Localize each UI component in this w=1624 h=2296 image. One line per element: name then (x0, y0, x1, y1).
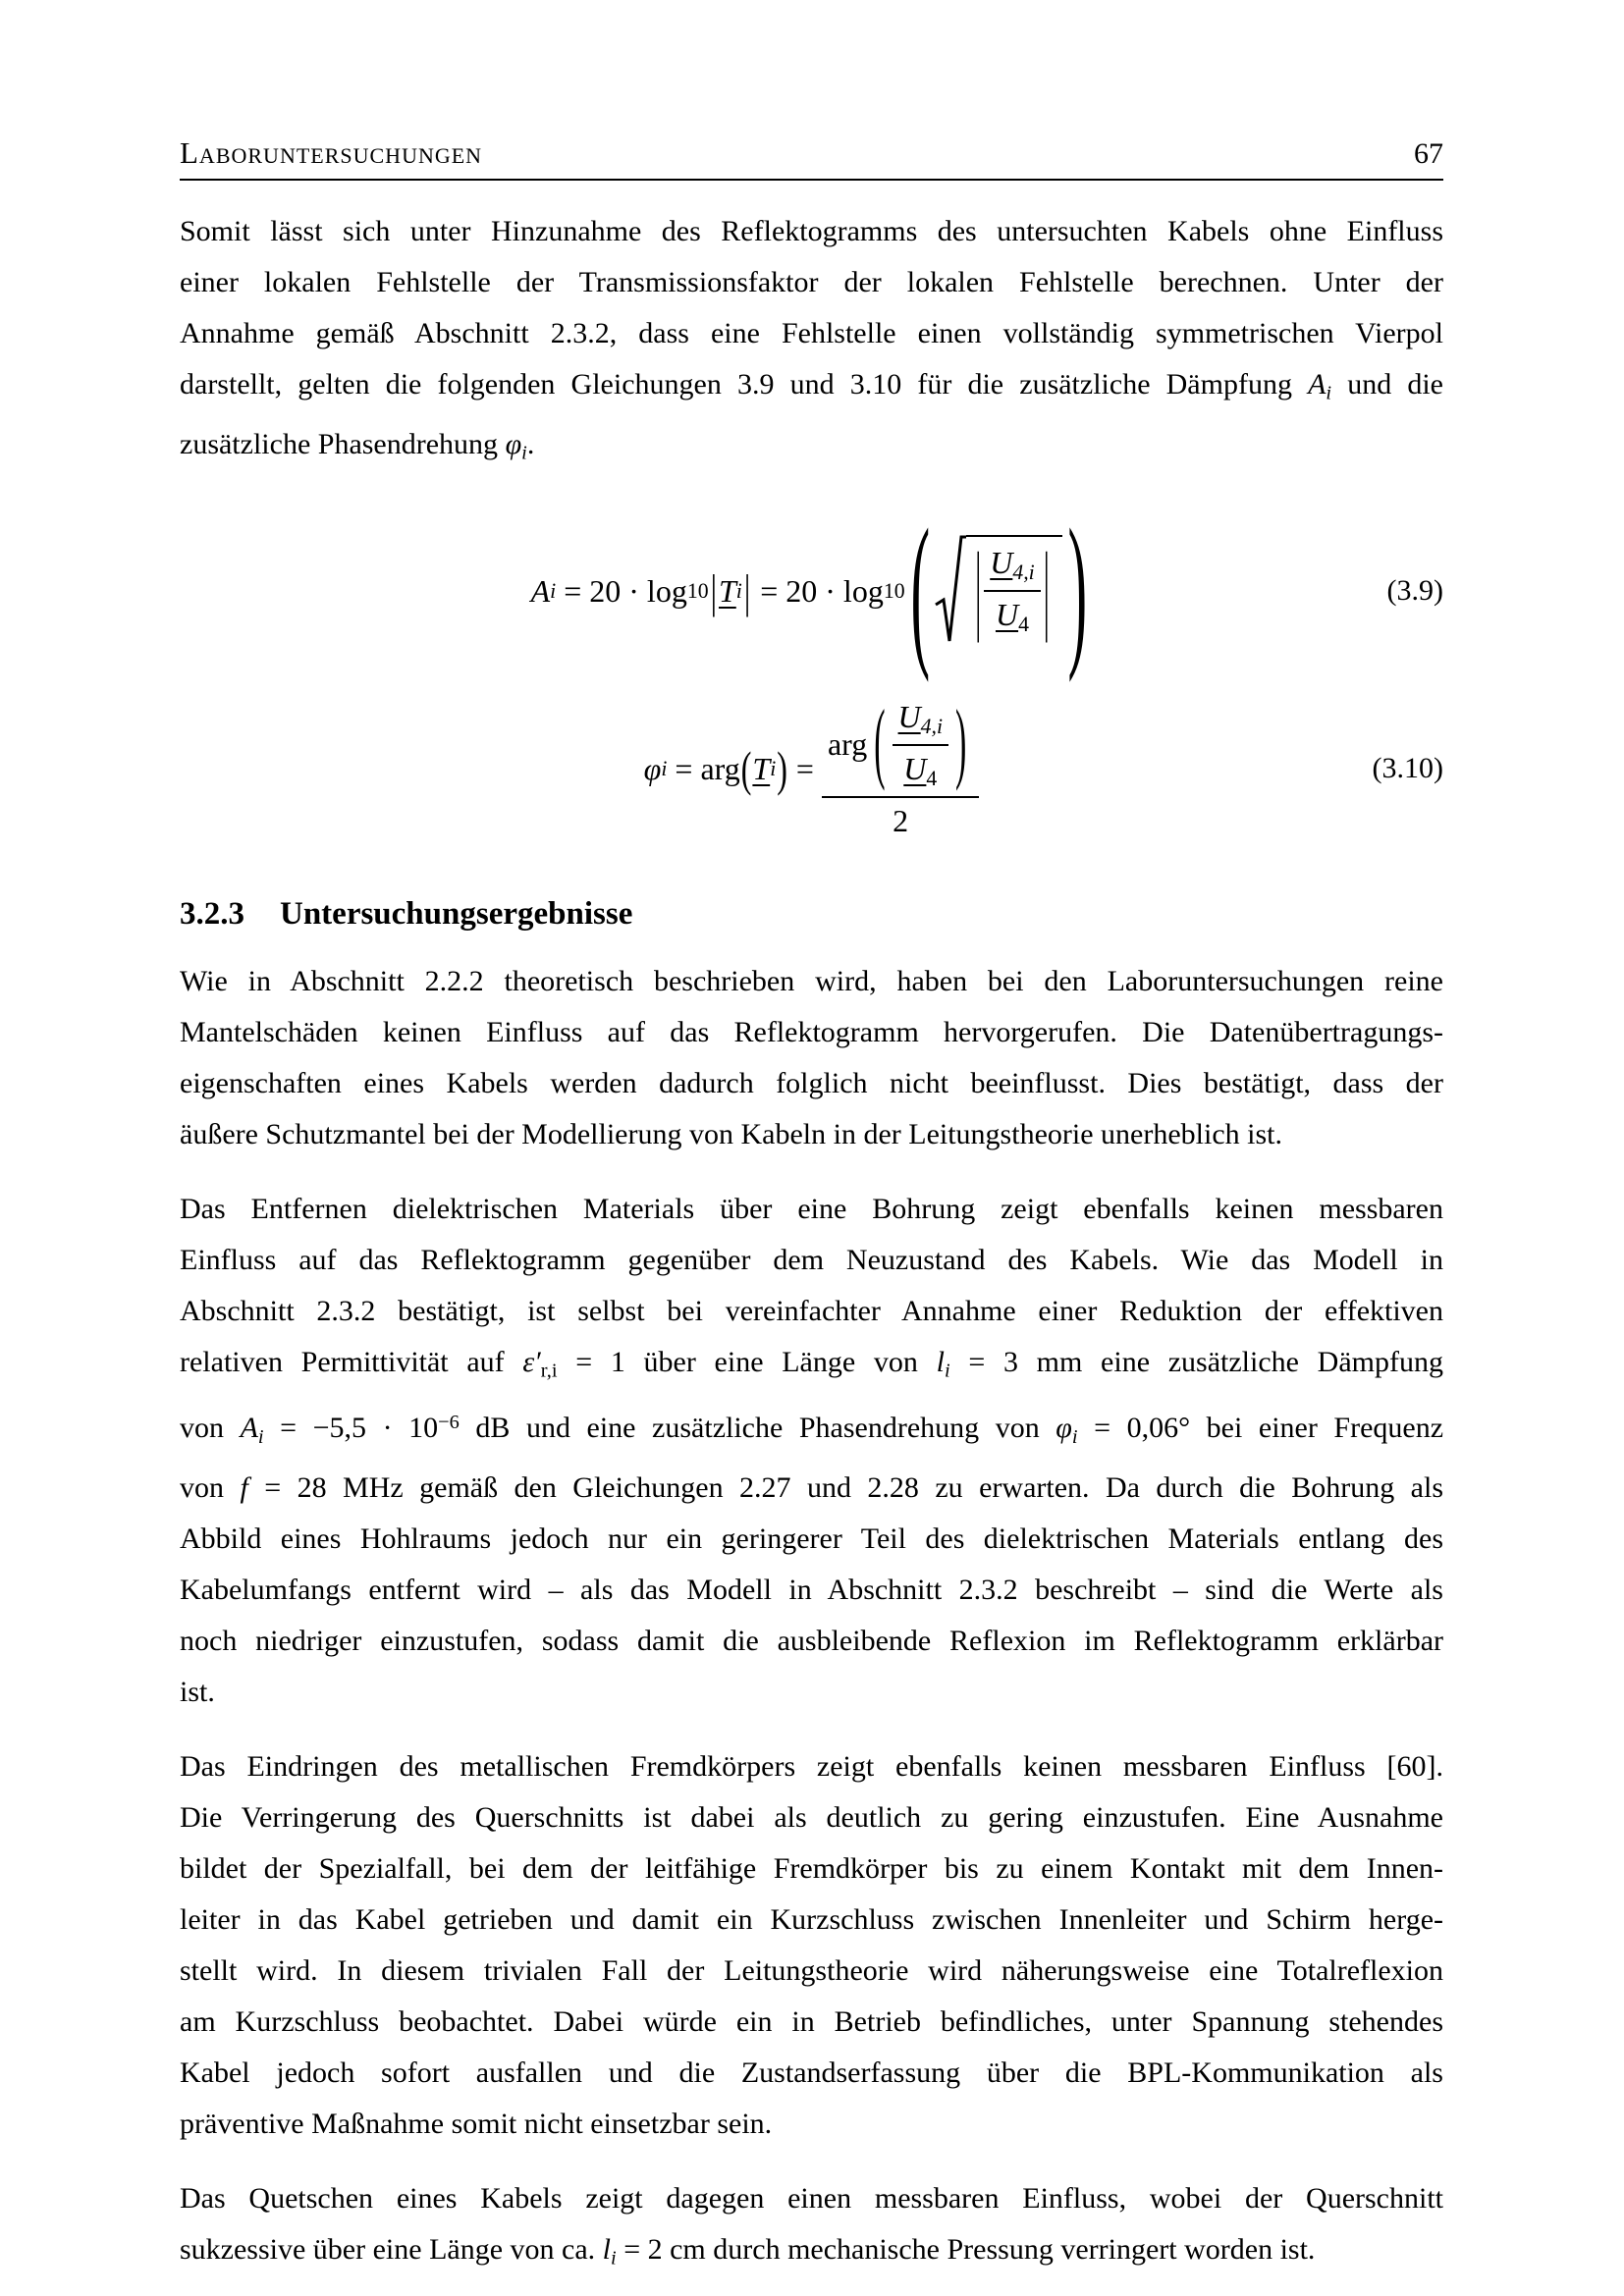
text-line (180, 1895, 1443, 1946)
text-run: von (180, 1412, 241, 1445)
var-A: A (530, 572, 551, 609)
var-A-subscript: i (550, 578, 557, 603)
outer-fraction (822, 694, 979, 839)
text-run: bildet der Spezialfall, bei dem der leitfähige Fremdkörper bis zu einem Kontakt mit dem Innen- (180, 1851, 1443, 1885)
text-run: Einfluss auf das Reflektogramm gegenüber dem Neuzustand des Kabels. Wie das Modell in (180, 1244, 1443, 1277)
fraction-numerator (984, 545, 1040, 592)
text-run: = 28 MHz gemäß den Gleichungen 2.27 und 2.28 zu erwarten. Da durch die Bohrung als (247, 1470, 1444, 1504)
fraction-denominator (996, 592, 1029, 637)
text-run: ε′ (522, 1346, 541, 1379)
equals-arg-term: = arg (667, 750, 740, 786)
text-line (180, 1058, 1443, 1109)
chapter-header-label: Laboruntersuchungen (180, 135, 483, 170)
abs-bar: | (743, 563, 751, 617)
text-run: i (611, 2247, 617, 2269)
voltage-ratio-fraction (984, 545, 1040, 637)
paragraph (180, 1741, 1443, 2150)
var-phi: φ (643, 750, 662, 786)
fraction-numerator (893, 699, 948, 746)
text-run: A (1308, 368, 1326, 400)
text-run: Das Entfernen dielektrischen Materials über eine Bohrung zeigt ebenfalls keinen messbaren (180, 1193, 1443, 1226)
text-line (180, 2224, 1443, 2284)
text-line (180, 1565, 1443, 1616)
fraction-denominator: 2 (893, 802, 909, 838)
paragraph (180, 206, 1443, 478)
arg-operator: arg (827, 726, 868, 763)
text-run: l (936, 1346, 945, 1379)
text-run: stellt wird. In diesem trivialen Fall der Leitungstheorie wird näherungsweise eine Totalreflexion (180, 1953, 1443, 1987)
log-base: 10 (686, 578, 709, 603)
equation-3-10 (180, 680, 1443, 857)
text-run: Kabelumfangs entfernt wird – als das Modell in Abschnitt 2.3.2 beschreibt – sind die Werte als (180, 1573, 1443, 1606)
text-line (180, 1007, 1443, 1058)
text-line (180, 1741, 1443, 1792)
text-run: ist. (180, 1675, 215, 1708)
equals-log-term: = 20 · log (556, 572, 687, 609)
text-run: = 2 cm durch mechanische Pressung verringert worden ist. (616, 2232, 1316, 2266)
text-run: l (602, 2232, 612, 2266)
text-line (180, 1997, 1443, 2048)
text-run: darstellt, gelten die folgenden Gleichungen 3.9 und 3.10 für die zusätzliche Dämpfung (180, 368, 1309, 400)
section-title: Untersuchungsergebnisse (280, 896, 633, 933)
paragraph (180, 2173, 1443, 2284)
equation-3-9 (180, 497, 1443, 686)
text-run: einer lokalen Fehlstelle der Transmissionsfaktor der lokalen Fehlstelle berechnen. Unter der (180, 266, 1443, 298)
text-line (180, 1397, 1443, 1463)
text-run: f (240, 1470, 248, 1504)
text-run: i (521, 442, 527, 464)
text-run: dB und eine zusätzliche Phasendrehung von (459, 1412, 1056, 1445)
text-run: Die Verringerung des Querschnitts ist dabei als deutlich zu gering einzustufen. Eine Ausnahme (180, 1800, 1443, 1834)
text-line (180, 1792, 1443, 1843)
text-line (180, 1463, 1443, 1514)
text-run: relativen Permittivität auf (180, 1346, 523, 1379)
page-number: 67 (1414, 137, 1443, 170)
equation-3-9-body: A i = 20 · log 10 | T i | = 20 · log 10 ( | $\frac{U_{4,i}}{U_4}$ | ) (530, 497, 1087, 686)
var-T-subscript: i (770, 756, 777, 780)
var-phi-subscript: i (661, 756, 668, 780)
text-run: φ (1056, 1412, 1072, 1445)
section-number: 3.2.3 (180, 896, 244, 933)
text-run: r,i (540, 1361, 558, 1383)
log-base: 10 (883, 578, 905, 603)
voltage-ratio-fraction (893, 699, 948, 791)
var-U-subscript: 4,i (920, 714, 944, 738)
text-line (180, 2048, 1443, 2099)
text-line (180, 2173, 1443, 2224)
equation-number: (3.10) (1372, 752, 1443, 785)
text-run: und die (1331, 368, 1443, 400)
text-line (180, 308, 1443, 359)
paragraph (180, 1184, 1443, 1718)
fraction-denominator (903, 746, 937, 791)
text-run: Kabel jedoch sofort ausfallen und die Zustandserfassung über die BPL-Kommunikation als (180, 2056, 1443, 2089)
text-line (180, 1184, 1443, 1235)
text-line (180, 1109, 1443, 1160)
text-run: von (180, 1470, 241, 1504)
var-T-phasor: T (718, 572, 736, 609)
text-line (180, 1514, 1443, 1565)
text-run: eigenschaften eines Kabels werden dadurch folglich nicht beeinflusst. Dies bestätigt, dass der (180, 1067, 1443, 1100)
text-run: = 0,06° bei einer Frequenz (1077, 1412, 1444, 1445)
radical-sign (935, 534, 966, 648)
var-T-subscript: i (735, 578, 742, 603)
text-run: präventive Maßnahme somit nicht einsetzbar sein. (180, 2107, 773, 2140)
square-root (935, 534, 1062, 648)
text-run: sukzessive über eine Länge von ca. (180, 2232, 603, 2266)
text-line (180, 419, 1443, 479)
abs-bar: | (710, 563, 717, 617)
text-run: Abbild eines Hohlraums jedoch nur ein geringerer Teil des dielektrischen Materials entlang des (180, 1522, 1443, 1555)
var-U-phasor: U (897, 698, 921, 734)
var-T-phasor: T (752, 750, 771, 786)
text-line (180, 1616, 1443, 1667)
text-line (180, 359, 1443, 419)
text-line (180, 2099, 1443, 2150)
text-line (180, 1667, 1443, 1718)
text-run: Abschnitt 2.3.2 bestätigt, ist selbst bei vereinfachter Annahme einer Reduktion der effektiven (180, 1295, 1443, 1328)
text-run: = −5,5 · 10 (263, 1412, 439, 1445)
text-run: . (526, 427, 535, 460)
text-run: −6 (438, 1412, 460, 1434)
text-run: i (257, 1425, 264, 1448)
var-U-phasor: U (903, 750, 927, 786)
text-run: Wie in Abschnitt 2.2.2 theoretisch beschrieben wird, haben bei den Laboruntersuchungen reine (180, 965, 1443, 998)
equation-number: (3.9) (1386, 574, 1443, 608)
text-run: Annahme gemäß Abschnitt 2.3.2, dass eine Fehlstelle einen vollständig symmetrischen Vierpol (180, 317, 1443, 349)
paragraph (180, 956, 1443, 1160)
text-run: am Kurzschluss beobachtet. Dabei würde ein in Betrieb befindliches, unter Spannung stehendes (180, 2004, 1443, 2038)
text-run: A (240, 1412, 258, 1445)
text-run: äußere Schutzmantel bei der Modellierung von Kabeln in der Leitungstheorie unerheblich ist. (180, 1118, 1282, 1151)
text-line (180, 1843, 1443, 1895)
text-line (180, 956, 1443, 1007)
equals-log-term: = 20 · log (752, 572, 884, 609)
var-U-subscript: 4 (1018, 613, 1029, 637)
text-run: zusätzliche Phasendrehung (180, 427, 506, 460)
text-run: Mantelschäden keinen Einfluss auf das Reflektogramm hervorgerufen. Die Datenübertragungs- (180, 1016, 1443, 1049)
header-rule (180, 179, 1443, 181)
text-line (180, 1337, 1443, 1397)
text-run: leiter in das Kabel getrieben und damit ein Kurzschluss zwischen Innenleiter und Schirm herge- (180, 1902, 1443, 1936)
text-line (180, 257, 1443, 308)
text-run: noch niedriger einzustufen, sodass damit die ausbleibende Reflexion im Reflektogramm erklärbar (180, 1624, 1443, 1657)
text-run: = 1 über eine Länge von (557, 1346, 937, 1379)
text-run: Das Quetschen eines Kabels zeigt dagegen einen messbaren Einfluss, wobei der Querschnitt (180, 2181, 1443, 2215)
text-run: = 3 mm eine zusätzliche Dämpfung (949, 1346, 1443, 1379)
var-U-subscript: 4 (926, 766, 938, 790)
text-line (180, 206, 1443, 257)
text-run: Somit lässt sich unter Hinzunahme des Reflektogramms des untersuchten Kabels ohne Einfluss (180, 215, 1443, 247)
equation-3-10-body: φ i = arg ( T i ) = arg ( $\frac{U_{4,i}}{U_4}$ ) 2 (644, 699, 980, 839)
equals-sign: = (787, 750, 822, 786)
text-line (180, 1286, 1443, 1337)
running-header (180, 135, 1443, 171)
page-content (180, 0, 1443, 2284)
var-U-subscript: 4,i (1012, 561, 1035, 585)
text-run: Das Eindringen des metallischen Fremdkörpers zeigt ebenfalls keinen messbaren Einfluss [60]. (180, 1749, 1443, 1783)
text-run: i (1071, 1425, 1078, 1448)
var-U-phasor: U (990, 545, 1013, 581)
var-U-phasor: U (995, 597, 1019, 633)
text-run: i (1326, 382, 1332, 404)
fraction-numerator: arg ( $\frac{U_{4,i}}{U_4}$ ) (822, 699, 979, 798)
text-run: φ (505, 427, 522, 460)
text-line (180, 1235, 1443, 1286)
text-line (180, 1946, 1443, 1997)
text-run: i (944, 1361, 950, 1383)
section-heading (180, 896, 1443, 933)
radicand: | $\frac{U_{4,i}}{U_4}$ | (966, 535, 1062, 637)
